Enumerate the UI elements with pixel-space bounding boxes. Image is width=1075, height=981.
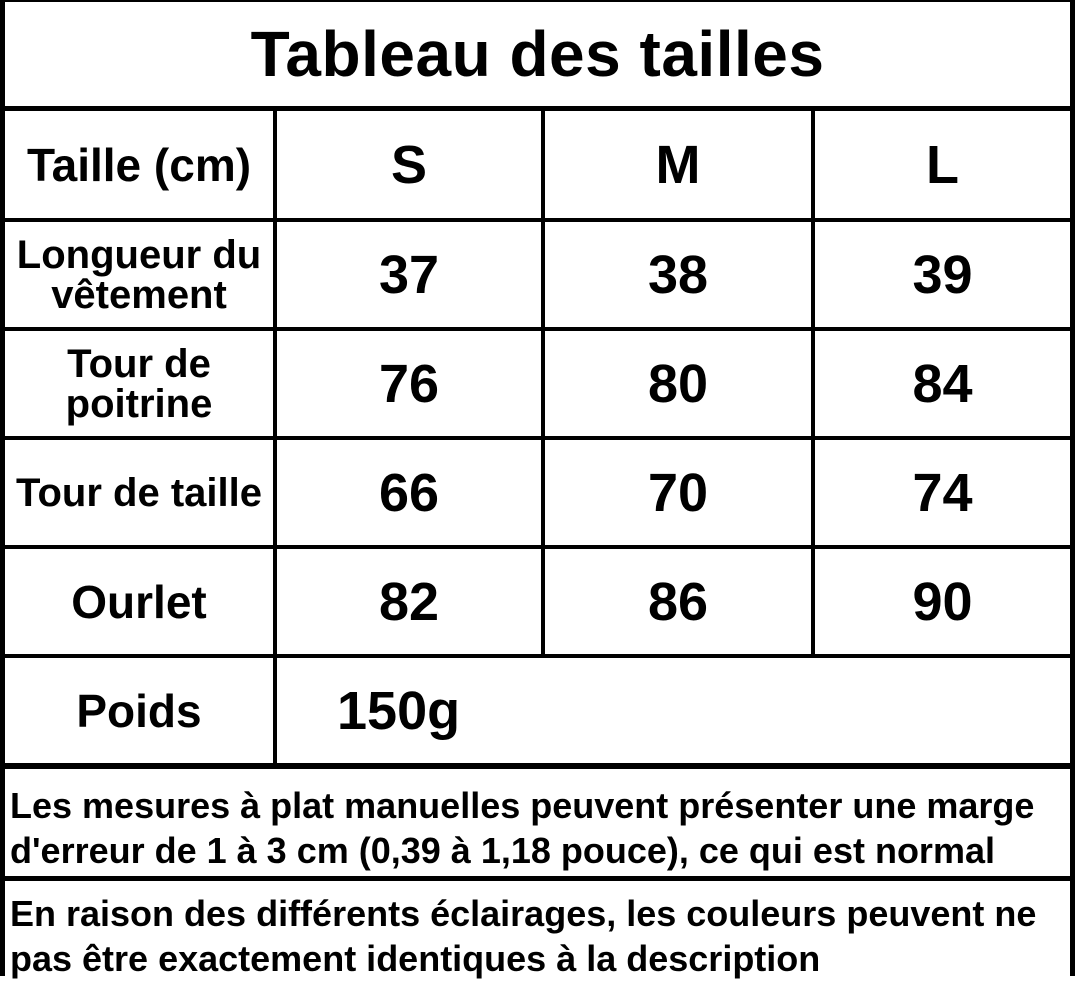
cell-value [543,438,813,547]
size-label: S [390,134,428,195]
header-size-s [275,111,543,220]
table-header-row [5,111,1070,220]
cell-value [543,329,813,438]
header-size-l [813,111,1070,220]
row-label-line: Tour de [67,341,211,386]
weight-label-cell [5,656,275,765]
cell-value [813,220,1070,329]
note-line: pas être exactement identiques à la description [10,938,821,979]
size-label: L [926,134,959,195]
cell-value [813,438,1070,547]
value-text: 82 [378,571,440,632]
row-label [5,329,275,438]
weight-label: Poids [76,684,202,737]
measurement-note [5,764,1070,876]
weight-row [5,656,1070,765]
color-note [5,876,1070,978]
note-line: Les mesures à plat manuelles peuvent présenter une marge [10,785,1035,826]
value-text: 38 [647,244,709,305]
cell-value [813,329,1070,438]
note-line: d'erreur de 1 à 3 cm (0,39 à 1,18 pouce), ce qui est normal [10,830,995,871]
value-text: 74 [912,462,973,523]
value-text: 70 [647,462,709,523]
value-text: 84 [912,353,973,414]
table-row [5,220,1070,329]
value-text: 90 [912,571,973,632]
cell-value [275,220,543,329]
value-text: 86 [647,571,709,632]
row-label [5,220,275,329]
weight-value: 150g [337,680,461,741]
value-text: 66 [378,462,440,523]
header-label-text: Taille (cm) [26,138,252,191]
value-text: 39 [912,244,973,305]
cell-value [543,220,813,329]
cell-value [275,547,543,656]
row-label-line: Ourlet [71,575,207,628]
note-line: En raison des différents éclairages, les couleurs peuvent ne [10,893,1037,934]
row-label [5,547,275,656]
cell-value [543,547,813,656]
cell-value [813,547,1070,656]
value-text: 80 [647,353,709,414]
row-label-line: poitrine [65,381,213,426]
table-row [5,438,1070,547]
cell-value [275,438,543,547]
row-label-line: vêtement [51,272,227,317]
size-table [5,111,1070,767]
chart-title: Tableau des tailles [5,2,1070,111]
table-row [5,547,1070,656]
header-row-label [5,111,275,220]
row-label-line: Longueur du [16,232,262,277]
row-label [5,438,275,547]
header-size-m [543,111,813,220]
value-text: 76 [378,353,440,414]
value-text: 37 [378,244,440,305]
table-row [5,329,1070,438]
row-label-line: Tour de taille [16,470,262,515]
weight-value-cell [275,656,1070,765]
size-label: M [655,134,701,195]
cell-value [275,329,543,438]
